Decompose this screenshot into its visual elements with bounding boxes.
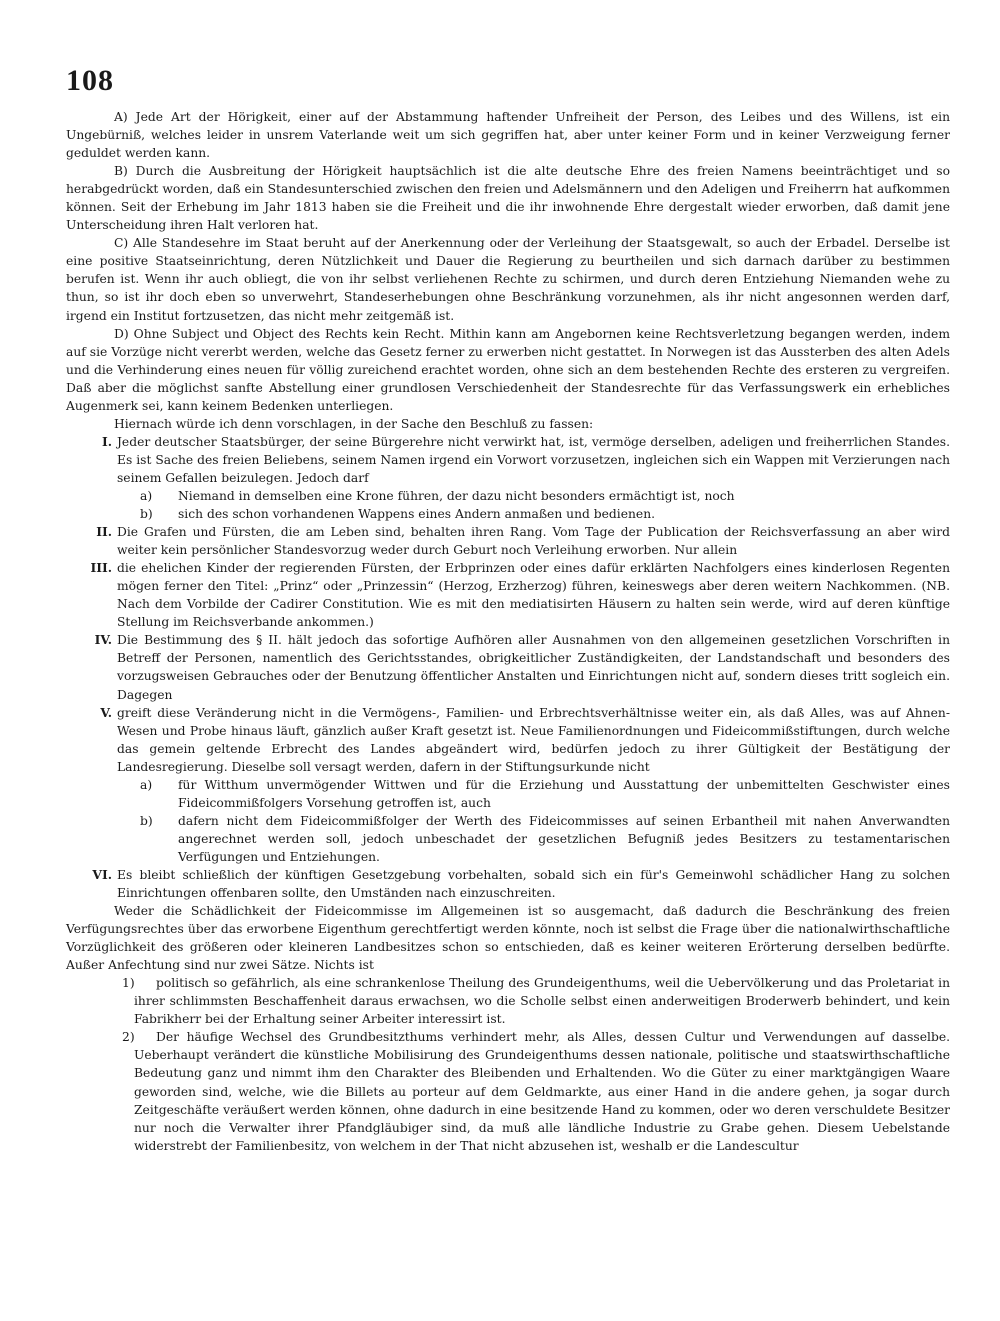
point-marker: 1): [122, 976, 135, 991]
resolution-item-iv: [66, 631, 950, 703]
item-text: Jeder deutscher Staatsbürger, der seine Bürgerehre nicht verwirkt hat, ist, vermöge derselben, adeligen und freiherrlichen Standes. Es ist Sache des freien Beliebens, seinem Namen irgend ein Vorwort vorzusetzen, ingleichen sich ein Wappen mit Verzierungen nach seinem Gefallen beizulegen. Jedoch darf: [117, 434, 950, 485]
closing-point-1: [66, 974, 950, 1028]
resolution-item-i: [66, 433, 950, 487]
subitem-text: für Witthum unvermögender Wittwen und für die Erziehung und Ausstattung der unbemittelten Geschwister eines Fideicommißfolgers Vorsehung getroffen ist, auch: [178, 777, 950, 810]
paragraph-a: A) Jede Art der Hörigkeit, einer auf der Abstammung haftender Unfreiheit der Person, des Leibes und des Willens, ist ein Ungebürniß, welches leider in unsrem Vaterlande weit um sich gegriffen hat, aber unter keiner Form und in keiner Verzweigung ferner geduldet werden kann.: [66, 110, 950, 161]
item-text: die ehelichen Kinder der regierenden Fürsten, der Erbprinzen oder eines dafür erklärten Nachfolgers eines kinderlosen Regenten mögen ferner den Titel: „Prinz“ oder „Prinzessin“ (Herzog, Erzherzog) führen, keineswegs aber deren weitern Nachkommen. (NB. Nach dem Vorbilde der Cadirer Constitution. Wie es mit den mediatisirten Häusern zu halten sein werde, wird auf deren künftige Stellung im Reichsverbande ankommen.): [117, 561, 950, 630]
item-text: greift diese Veränderung nicht in die Vermögens-, Familien- und Erbrechtsverhältnisse weiter ein, als daß Alles, was auf Ahnen-Wesen und Probe hinaus läuft, gänzlich außer Kraft gesetzt ist. Neue Familienordnungen und Fideicommißstiftungen, durch welche das gemein geltende Erbrecht des Landes abgeändert wird, bedürfen jedoch zu ihrer Gültigkeit der Bestätigung der Landesregierung. Dieselbe soll versagt werden, dafern in der Stiftungsurkunde nicht: [117, 705, 950, 774]
subitem-text: Niemand in demselben eine Krone führen, der dazu nicht besonders ermächtigt ist, noch: [178, 488, 735, 503]
point-text: politisch so gefährlich, als eine schrankenlose Theilung des Grundeigenthums, weil die Uebervölkerung und das Proletariat in ihrer schlimmsten Beschaffenheit daraus erwachsen, wo die Scholle selbst einen anderweitigen Broderwerb behindert, und kein Fabrikherr bei der Erhaltung seiner Arbeiter interessirt ist.: [134, 976, 950, 1027]
document-body: [66, 108, 950, 1155]
resolution-intro: Hiernach würde ich denn vorschlagen, in der Sache den Beschluß zu fassen:: [114, 416, 594, 431]
item-marker: III.: [90, 560, 112, 576]
page-number: 108: [66, 64, 114, 97]
item-marker: V.: [100, 704, 112, 720]
item-marker: I.: [101, 433, 112, 449]
item-marker: II.: [96, 524, 112, 540]
closing-paragraph: Weder die Schädlichkeit der Fideicommisse im Allgemeinen ist so ausgemacht, daß dadurch die Beschränkung des freien Verfügungsrechtes über das erworbene Eigenthum gerechtfertigt werden könnte, noch ist selbst die Frage über die nationalwirthschaftliche Vorzüglichkeit des größeren oder kleineren Landbesitzes schon so entschieden, daß es keiner weiteren Erörterung derselben bedürfte. Außer Anfechtung sind nur zwei Sätze. Nichts ist: [66, 904, 950, 973]
subitem-text: sich des schon vorhandenen Wappens eines Andern anmaßen und bedienen.: [178, 507, 656, 522]
subitem-i-b: [66, 505, 950, 523]
item-text: Die Grafen und Fürsten, die am Leben sind, behalten ihren Rang. Vom Tage der Publication der Reichsverfassung an aber wird weiter kein persönlicher Standesvorzug weder durch Geburt noch Verleihung erworben. Nur allein: [117, 525, 950, 558]
closing-point-2: [66, 1028, 950, 1154]
item-marker: VI.: [92, 866, 112, 882]
subitem-marker: b): [140, 507, 153, 522]
paragraph-c: C) Alle Standesehre im Staat beruht auf der Anerkennung oder der Verleihung der Staatsgewalt, so auch der Erbadel. Derselbe ist eine positive Staatseinrichtung, deren Nützlichkeit und Dauer die Regierung zu beurtheilen und sich darnach darüber zu bestimmen berufen ist. Wenn ihr auch obliegt, die von ihr selbst verliehenen Rechte zu schirmen, und durch deren Entziehung Niemanden wehe zu thun, so ist ihr doch eben so unverwehrt, Standeserhebungen ohne Beschränkung vorzunehmen, als ihr nicht angesonnen werden darf, irgend ein Institut fortzusetzen, das nicht mehr zeitgemäß ist.: [66, 236, 950, 323]
subitem-marker: a): [140, 488, 153, 503]
item-marker: IV.: [94, 632, 112, 648]
item-text: Es bleibt schließlich der künftigen Gesetzgebung vorbehalten, sobald sich ein für's Gemeinwohl schädlicher Hang zu solchen Einrichtungen offenbaren sollte, den Umständen nach einzuschreiten.: [117, 867, 950, 901]
subitem-i-a: [66, 487, 950, 505]
point-text: Der häufige Wechsel des Grundbesitzthums verhindert mehr, als Alles, dessen Cultur und Verwendungen auf dasselbe. Ueberhaupt verändert die künstliche Mobilisirung des Grundeigenthums dessen nationale, politische und staatswirthschaftliche Bedeutung ganz und nimmt ihm den Charakter des Bleibenden und Erhaltenden. Wo die Güter zu einer marktgängigen Waare geworden sind, welche, wie die Billets au porteur auf dem Geldmarkte, aus einer Hand in die andere gehen, ja sogar durch Zeitgeschäfte veräußert werden können, ohne dadurch in eine besitzende Hand zu kommen, oder wo deren verschuldete Besitzer nur noch die Verwalter ihrer Pfandgläubiger sind, da muß alle ländliche Industrie zu Grabe gehen. Diesem Uebelstande widerstrebt der Familienbesitz, von welchem in der That nicht abzusehen ist, weshalb er die Landescultur: [134, 1030, 950, 1153]
resolution-item-vi: [66, 866, 950, 902]
item-text: Die Bestimmung des § II. hält jedoch das sofortige Aufhören aller Ausnahmen von den allgemeinen gesetzlichen Vorschriften in Betreff der Personen, namentlich des Gerichtsstandes, obrigkeitlicher Zuständigkeiten, der Landstandschaft und besonders des vorzugsweisen Gebrauches oder der Benutzung öffentlicher Anstalten und Einrichtungen nicht auf, sondern dieses tritt sogleich ein. Dagegen: [117, 633, 950, 702]
subitem-marker: b): [140, 813, 153, 828]
subitem-v-a: [66, 776, 950, 812]
subitem-v-b: [66, 812, 950, 866]
paragraph-d: D) Ohne Subject und Object des Rechts kein Recht. Mithin kann am Angebornen keine Rechtsverletzung begangen werden, indem auf sie Vorzüge nicht vererbt werden, welche das Gesetz ferner zu erwerben nicht gestattet. In Norwegen ist das Aussterben des alten Adels und die Verhinderung eines neuen für völlig zureichend erachtet worden, ohne sich an dem bestehenden Rechte des ersteren zu vergreifen. Daß aber die möglichst sanfte Abstellung einer grundlosen Verschiedenheit der Standesrechte für das Verfassungswerk ein erhebliches Augenmerk sei, kann keinem Bedenken unterliegen.: [66, 326, 950, 413]
resolution-item-v: [66, 704, 950, 776]
resolution-item-ii: [66, 523, 950, 559]
subitem-text: dafern nicht dem Fideicommißfolger der Werth des Fideicommisses auf seinen Erbantheil mit nahen Anverwandten angerechnet werden soll, jedoch unbeschadet der gesetzlichen Befugniß jedes Besitzers zu testamentarischen Verfügungen und Entziehungen.: [178, 813, 950, 864]
paragraph-b: B) Durch die Ausbreitung der Hörigkeit hauptsächlich ist die alte deutsche Ehre des freien Namens beeinträchtiget und so herabgedrückt worden, daß ein Standesunterschied zwischen den freien und Adelsmännern und den Adeligen und Freiherrn hat aufkommen können. Seit der Erhebung im Jahr 1813 haben sie die Freiheit und die ihr inwohnende Ehre dergestalt wieder erworben, daß damit jene Unterscheidung ihren Halt verloren hat.: [66, 164, 950, 233]
subitem-marker: a): [140, 777, 153, 792]
resolution-item-iii: [66, 559, 950, 631]
point-marker: 2): [122, 1030, 135, 1045]
